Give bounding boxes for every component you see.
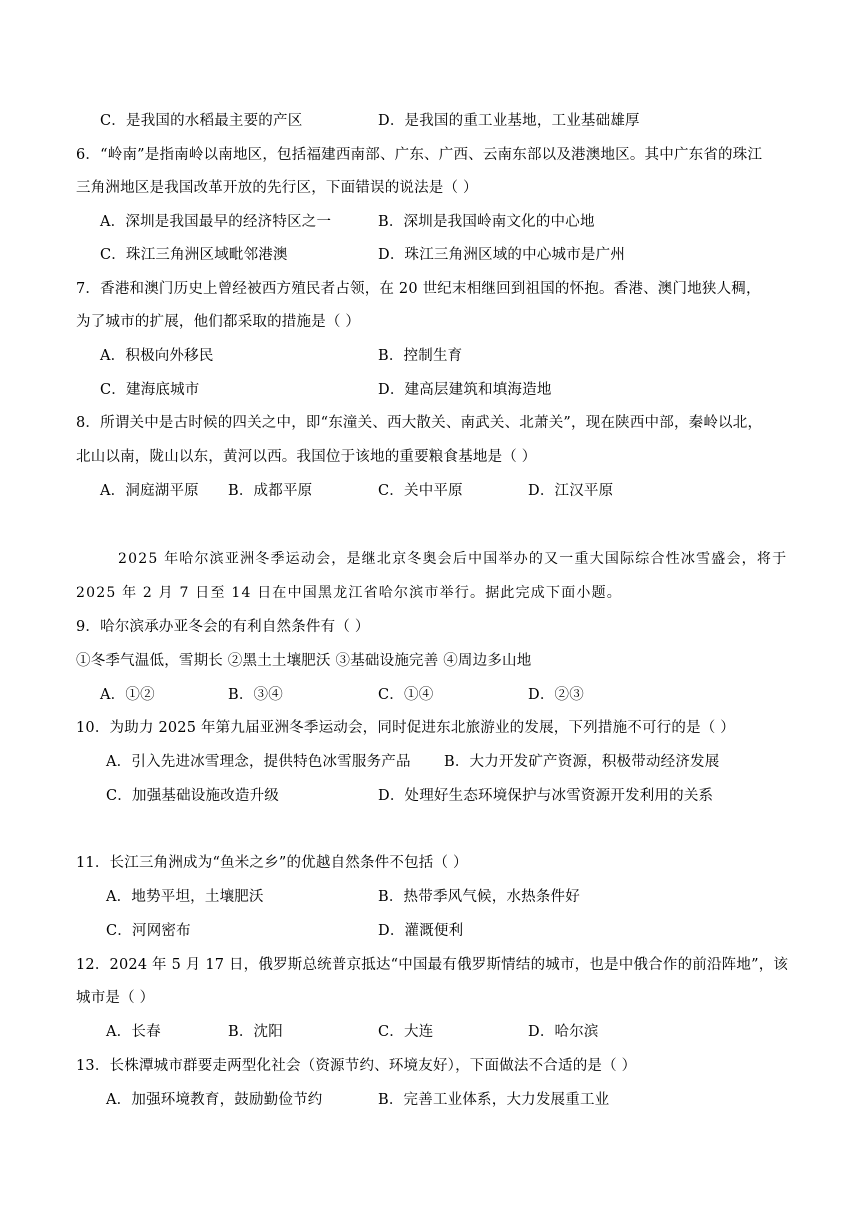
q7-option-b: B．控制生育 [378,348,463,364]
q9-option-b: B．③④ [228,687,283,703]
q10-option-b: B．大力开发矿产资源，积极带动经济发展 [444,754,720,770]
q11-option-c: C．河网密布 [106,923,191,939]
q10-stem: 10．为助力 2025 年第九届亚洲冬季运动会，同时促进东北旅游业的发展，下列措施不可行的是（ ） [76,720,735,736]
q11-stem: 11．长江三角洲成为“鱼米之乡”的优越自然条件不包括（ ） [76,855,468,871]
q12-stem-line1: 12．2024 年 5 月 17 日，俄罗斯总统普京抵达“中国最有俄罗斯情结的城市，也是中俄合作的前沿阵地”，该 [76,957,789,973]
q7-stem-line1: 7．香港和澳门历史上曾经被西方殖民者占领，在 20 世纪末相继回到祖国的怀抱。香港、澳门地狭人稠， [76,281,761,297]
q8-option-c: C．关中平原 [378,483,463,499]
q5-option-c: C．是我国的水稻最主要的产区 [100,113,303,129]
q7-option-a: A．积极向外移民 [100,348,214,364]
q6-option-a: A．深圳是我国最早的经济特区之一 [100,214,332,230]
q6-option-b: B．深圳是我国岭南文化的中心地 [378,214,595,230]
q13-option-a: A．加强环境教育，鼓励勤俭节约 [106,1092,323,1108]
q12-option-d: D．哈尔滨 [528,1024,599,1040]
q6-stem-line2: 三角洲地区是我国改革开放的先行区，下面错误的说法是（ ） [76,180,478,196]
q9-option-d: D．②③ [528,687,584,703]
q7-stem-line2: 为了城市的扩展，他们都采取的措施是（ ） [76,314,361,330]
q9-option-a: A．①② [100,687,155,703]
q12-stem-line2: 城市是（ ） [76,990,155,1006]
passage-line2: 2025 年 2 月 7 日至 14 日在中国黑龙江省哈尔滨市举行。据此完成下面小题。 [76,585,623,601]
q6-option-d: D．珠江三角洲区域的中心城市是广州 [378,247,626,263]
q12-option-a: A．长春 [106,1024,161,1040]
q13-stem: 13．长株潭城市群要走两型化社会（资源节约、环境友好），下面做法不合适的是（ ） [76,1058,637,1074]
q12-option-b: B．沈阳 [228,1024,283,1040]
q8-stem-line2: 北山以南，陇山以东，黄河以西。我国位于该地的重要粮食基地是（ ） [76,449,537,465]
q8-option-a: A．洞庭湖平原 [100,483,199,499]
q11-option-a: A．地势平坦，土壤肥沃 [106,889,264,905]
q7-option-d: D．建高层建筑和填海造地 [378,382,552,398]
q11-option-d: D．灌溉便利 [378,923,464,939]
q10-option-d: D．处理好生态环境保护与冰雪资源开发利用的关系 [378,788,714,804]
q10-option-c: C．加强基础设施改造升级 [106,788,279,804]
q9-stem: 9．哈尔滨承办亚冬会的有利自然条件有（ ） [76,619,370,635]
q13-option-b: B．完善工业体系，大力发展重工业 [378,1092,610,1108]
q8-option-d: D．江汉平原 [528,483,614,499]
q11-option-b: B．热带季风气候，水热条件好 [378,889,580,905]
q8-option-b: B．成都平原 [228,483,313,499]
q7-option-c: C．建海底城市 [100,382,200,398]
q12-option-c: C．大连 [378,1024,434,1040]
passage-line1: 2025 年哈尔滨亚洲冬季运动会，是继北京冬奥会后中国举办的又一重大国际综合性冰雪盛会，将于 [118,551,788,567]
q9-choices: ①冬季气温低，雪期长 ②黑土土壤肥沃 ③基础设施完善 ④周边多山地 [76,653,532,669]
q5-option-d: D．是我国的重工业基地，工业基础雄厚 [378,113,640,129]
q8-stem-line1: 8．所谓关中是古时候的四关之中，即“东潼关、西大散关、南武关、北萧关”，现在陕西中部，秦岭以北， [76,415,763,431]
q10-option-a: A．引入先进冰雪理念，提供特色冰雪服务产品 [106,754,411,770]
q9-option-c: C．①④ [378,687,434,703]
q6-stem-line1: 6．“岭南”是指南岭以南地区，包括福建西南部、广东、广西、云南东部以及港澳地区。其中广东省的珠江 [76,147,763,163]
q6-option-c: C．珠江三角洲区域毗邻港澳 [100,247,288,263]
